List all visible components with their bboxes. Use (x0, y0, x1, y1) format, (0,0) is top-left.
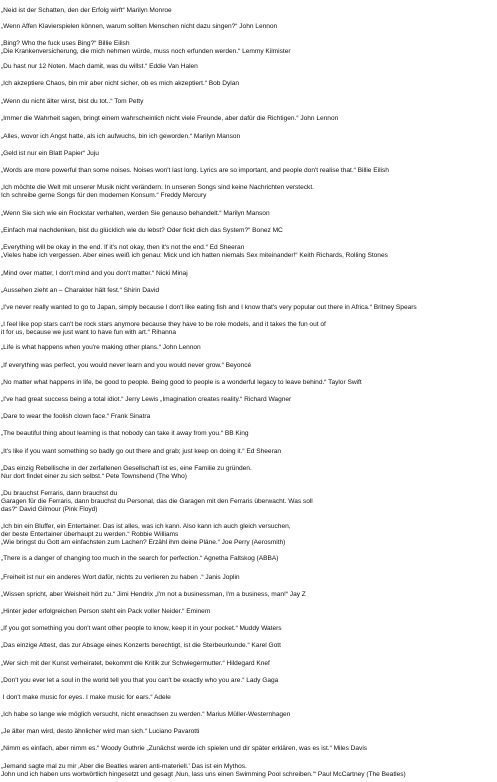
quote-text: „I've never really wanted to go to Japan, simply because I don't like eating fish and I know that's very popular out there in Africa.“ Britney Spears (1, 303, 417, 311)
quote-text: „Das einzig Rebellische in der zerfallenen Gesellschaft ist es, eine Familie zu gründen. Nur dort findet einer zu sich selbst.“ Pete Townshend (The Who) (1, 464, 252, 480)
quote-text: „Wer sich mit der Kunst verheiratet, bekommt die Kritik zur Schwiegermutter.“ Hildegard Knef (1, 659, 270, 667)
quote-text: I don't make music for eyes. I make music for ears.“ Adele (1, 693, 171, 701)
quote-text: „Du hast nur 12 Noten. Mach damit, was du willst.“ Eddie Van Halen (1, 62, 198, 70)
quote-text: „I feel like pop stars can't be rock stars anymore because they have to be role models, and it takes the fun out of it for us, because we just want to have fun with art.“ Rihanna (1, 320, 326, 336)
quote-text: „Dare to wear the foolish clown face.“ Frank Sinatra (1, 412, 151, 420)
quote-text: „The beautiful thing about learning is that nobody can take it away from you.“ BB King (1, 429, 249, 437)
quote-text: „Ich akzeptiere Chaos, bin mir aber nicht sicher, ob es mich akzeptiert.“ Bob Dylan (1, 79, 240, 87)
quote-text: „Don't you ever let a soul in the world tell you that you can't be exactly who you are.“ Lady Gaga (1, 676, 279, 684)
quote-text: „Ich möchte die Welt mit unserer Musik nicht verändern. In unseren Songs sind keine Nachrichten versteckt. Ich schreibe gerne Songs für den modernen Konsum.“ Freddy Mercury (1, 183, 314, 199)
quote-text: „Einfach mal nachdenken, bist du glücklich wie du lebst? Oder fickt dich das System?“ Bonez MC (1, 226, 283, 234)
quote-text: „Alles, wovor ich Angst hatte, als ich aufwuchs, bin ich geworden.“ Marilyn Manson (1, 132, 241, 140)
quote-text: „Nimm es einfach, aber nimm es.“ Woody Guthrie „Zunächst werde ich spielen und dir später erklären, was es ist.“ Miles Davis (1, 744, 368, 752)
quote-text: „If you got something you don't want other people to know, keep it in your pocket.“ Muddy Waters (1, 624, 282, 632)
quote-text: „Immer die Wahrheit sagen, bringt einem wahrscheinlich nicht viele Freunde, aber dafür die Richtigen.“ John Lennon (1, 114, 339, 122)
quote-text: „Wissen spricht, aber Weisheit hört zu.“ Jimi Hendrix „I'm not a businessman, I'm a business, man!“ Jay Z (1, 590, 306, 598)
quote-text: „Freiheit ist nur ein anderes Wort dafür, nichts zu verlieren zu haben .“ Janis Joplin (1, 573, 240, 581)
quote-text: „Aussehen zieht an – Charakter hält fest.“ Shirin David (1, 286, 159, 294)
quote-text: „If everything was perfect, you would never learn and you would never grow.“ Beyoncé (1, 361, 252, 369)
quote-text: „Life is what happens when you're making other plans.“ John Lennon (1, 343, 201, 351)
quote-text: „Wenn Sie sich wie ein Rockstar verhalten, werden Sie genauso behandelt.“ Marilyn Manson (1, 209, 270, 217)
quote-text: „Hinter jeder erfolgreichen Person steht ein Pack voller Neider.“ Eminem (1, 607, 211, 615)
quote-text: „Mind over matter, I don't mind and you don't matter.“ Nicki Minaj (1, 269, 188, 277)
quote-text: „It's like if you want something so badly go out there and grab; just keep on doing it.“ Ed Sheeran (1, 447, 282, 455)
quote-text: „Wenn du nicht älter wirst, bist du tot..“ Tom Petty (1, 97, 144, 105)
quote-text: „Du brauchst Ferraris, dann brauchst du Garagen für die Ferraris, dann brauchst du Personal, das die Garagen mit den Ferraris überwacht. Was soll das?“ David Gilmour (Pink Floyd) (1, 489, 313, 513)
quote-text: „Bing? Who the fuck uses Bing?“ Billie Eilish „Die Krankenversicherung, die mich nehmen würde, muss noch erfunden werden.“ Lemmy Kilmister (1, 39, 291, 55)
quote-text: „Neid ist der Schatten, den der Erfolg wirft“ Marilyn Monroe (1, 6, 172, 14)
quote-text: „I've had great success being a total idiot.“ Jerry Lewis „Imagination creates reality.“ Richard Wagner (1, 395, 292, 403)
quote-text: „There is a danger of changing too much in the search for perfection.“ Agnetha Faltskog (ABBA) (1, 554, 279, 562)
quote-text: „Ich habe so lange wie möglich versucht, nicht erwachsen zu werden.“ Marius Müller-Westernhagen (1, 710, 291, 718)
quote-text: „Geld ist nur ein Blatt Papier“ Juju (1, 149, 99, 157)
quote-text: „Das einzige Attest, das zur Absage eines Konzerts berechtigt, ist die Sterbeurkunde.“ Karel Gott (1, 641, 281, 649)
quote-text: „Jemand sagte mal zu mir ‚Aber die Beatles waren anti-materiell.' Das ist ein Mythos. John und ich haben uns wortwörtlich hingesetzt und gesagt ‚Nun, lass uns einen Swimming Pool schreiben.'“ Paul McCartney (The Beatles) (1, 762, 406, 778)
quote-text: „Everything will be okay in the end. If it's not okay, then it's not the end.“ Ed Sheeran „Vieles habe ich vergessen. Aber eines weiß ich genau: Mick und ich hatten niemals Sex miteinander!“ Keith Richards, Rolling Stones (1, 243, 388, 259)
quote-text: „Wenn Affen Klavierspielen können, warum sollten Menschen nicht dazu singen?“ John Lennon (1, 22, 278, 30)
quote-text: „Words are more powerful than some noises. Noises won't last long. Lyrics are so important, and people don't realise that.“ Billie Eilish (1, 166, 389, 174)
quote-text: „Ich bin ein Bluffer, ein Entertainer. Das ist alles, was ich kann. Also kann ich auch gleich versuchen, der beste Entertainer überhaupt zu werden.“ Robbie Williams „Wie bringst du Gott am einfachsten zum Lachen? Erzähl ihm deine Pläne.“ Joe Perry (Aerosmith) (1, 522, 291, 546)
quote-text: „Je älter man wird, desto ähnlicher wird man sich.“ Luciano Pavarotti (1, 727, 200, 735)
quote-text: „No matter what happens in life, be good to people. Being good to people is a wonderful legacy to leave behind.“ Taylor Swift (1, 378, 362, 386)
